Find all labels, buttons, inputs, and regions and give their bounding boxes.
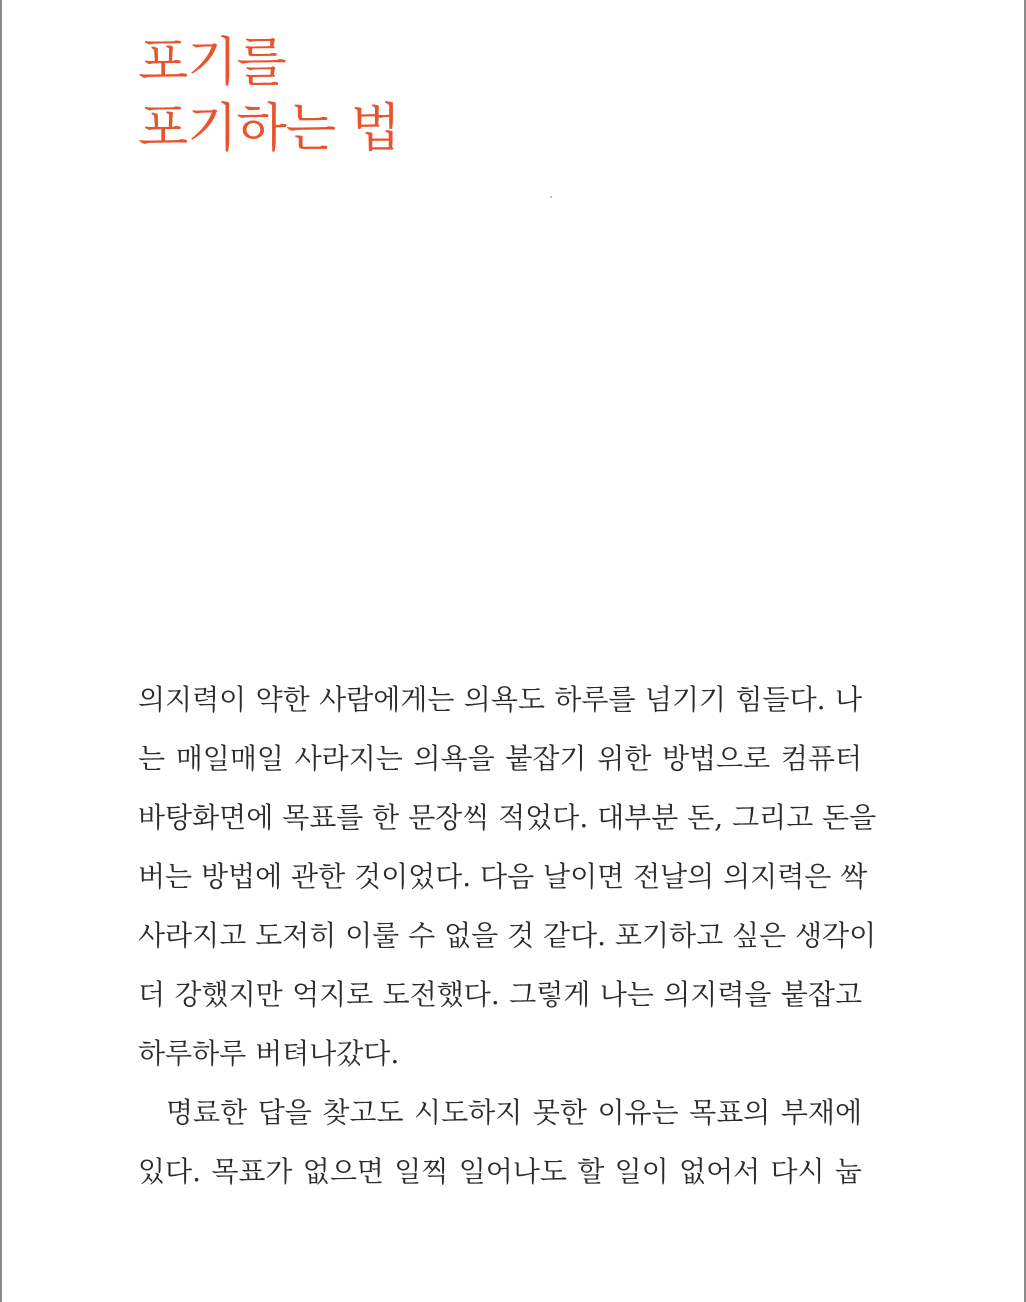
text-line: 명료한 답을 찾고도 시도하지 못한 이유는 목표의 부재에 — [166, 1096, 862, 1129]
text-line: 의지력이 약한 사람에게는 의욕도 하루를 넘기기 힘들다. 나 — [138, 683, 862, 716]
paragraph-1 — [138, 670, 877, 1083]
text-line: 버는 방법에 관한 것이었다. 다음 날이면 전날의 의지력은 싹 — [138, 860, 868, 893]
chapter-title-line: 포기를 — [138, 33, 286, 93]
text-line: 하루하루 버텨나갔다. — [138, 1037, 400, 1070]
text-line: 더 강했지만 억지로 도전했다. 그렇게 나는 의지력을 붙잡고 — [138, 978, 862, 1011]
text-line: 사라지고 도저히 이룰 수 없을 것 같다. 포기하고 싶은 생각이 — [138, 919, 877, 952]
text-line: 바탕화면에 목표를 한 문장씩 적었다. 대부분 돈, 그리고 돈을 — [138, 801, 877, 834]
text-line: 는 매일매일 사라지는 의욕을 붙잡기 위한 방법으로 컴퓨터 — [138, 742, 862, 775]
paper-speck — [550, 196, 552, 198]
text-line: 있다. 목표가 없으면 일찍 일어나도 할 일이 없어서 다시 눕 — [138, 1155, 862, 1188]
chapter-title-line: 포기하는 법 — [138, 99, 400, 159]
chapter-title — [138, 30, 400, 162]
paragraph-2 — [138, 1083, 862, 1201]
body-text — [138, 670, 877, 1201]
